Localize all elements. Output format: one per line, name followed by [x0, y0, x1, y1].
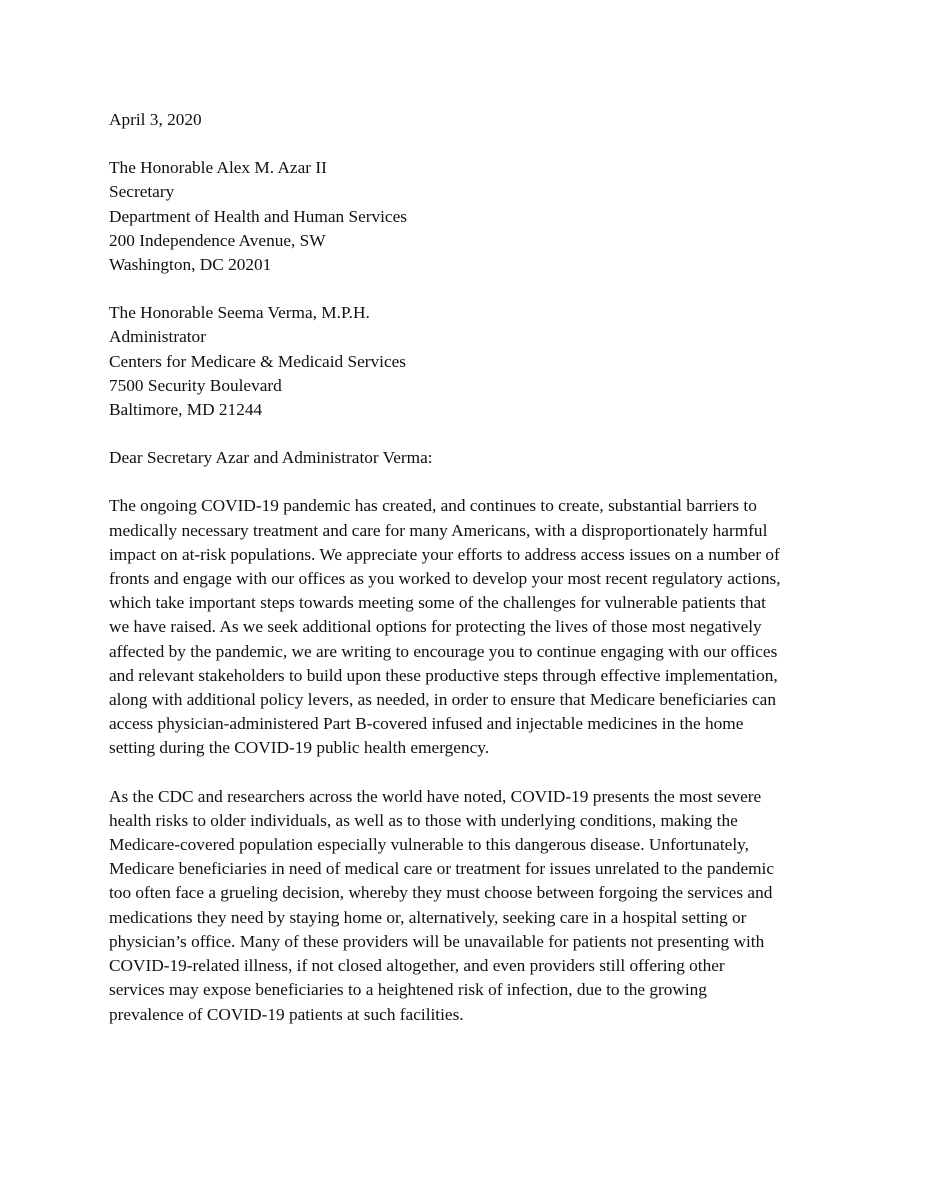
paragraph-line: The ongoing COVID-19 pandemic has created, and continues to create, substantial barriers to: [109, 496, 757, 516]
paragraph-line: physician’s office. Many of these providers will be unavailable for patients not presenting with: [109, 931, 765, 951]
address-line: Centers for Medicare & Medicaid Services: [109, 351, 407, 371]
paragraph-line: medically necessary treatment and care for many Americans, with a disproportionately harmful: [109, 520, 768, 540]
recipient-address-azar: [109, 156, 829, 277]
paragraph-line: medications they need by staying home or, alternatively, seeking care in a hospital setting or: [109, 907, 747, 927]
paragraph-line: impact on at-risk populations. We appreciate your efforts to address access issues on a number of: [109, 544, 780, 564]
body-paragraph-1: [109, 494, 829, 760]
recipient-address-verma: [109, 301, 829, 422]
paragraph-line: and relevant stakeholders to build upon these productive steps through effective implementation,: [109, 665, 778, 685]
paragraph-line: setting during the COVID-19 public health emergency.: [109, 738, 490, 758]
paragraph-line: prevalence of COVID-19 patients at such facilities.: [109, 1004, 464, 1024]
address-line: Baltimore, MD 21244: [109, 400, 263, 420]
paragraph-line: COVID-19-related illness, if not closed altogether, and even providers still offering other: [109, 956, 725, 976]
letter-date: April 3, 2020: [109, 110, 202, 129]
paragraph-line: too often face a grueling decision, whereby they must choose between forgoing the services and: [109, 883, 773, 903]
salutation: Dear Secretary Azar and Administrator Verma:: [109, 448, 433, 468]
address-line: Administrator: [109, 327, 206, 347]
address-line: Department of Health and Human Services: [109, 206, 408, 226]
address-line: The Honorable Alex M. Azar II: [109, 158, 327, 178]
address-line: 7500 Security Boulevard: [109, 375, 282, 395]
paragraph-line: services may expose beneficiaries to a heightened risk of infection, due to the growing: [109, 980, 707, 1000]
paragraph-line: As the CDC and researchers across the world have noted, COVID-19 presents the most severe: [109, 786, 762, 806]
address-line: Washington, DC 20201: [109, 255, 272, 275]
paragraph-line: affected by the pandemic, we are writing to encourage you to continue engaging with our offices: [109, 641, 778, 661]
paragraph-line: health risks to older individuals, as well as to those with underlying conditions, making the: [109, 810, 738, 830]
paragraph-line: along with additional policy levers, as needed, in order to ensure that Medicare beneficiaries can: [109, 690, 776, 710]
paragraph-line: which take important steps towards meeting some of the challenges for vulnerable patients that: [109, 593, 766, 613]
address-line: Secretary: [109, 182, 175, 202]
paragraph-line: we have raised. As we seek additional options for protecting the lives of those most negatively: [109, 617, 762, 637]
paragraph-line: access physician-administered Part B-covered infused and injectable medicines in the home: [109, 714, 744, 734]
address-line: 200 Independence Avenue, SW: [109, 230, 326, 250]
address-line: The Honorable Seema Verma, M.P.H.: [109, 303, 370, 323]
body-paragraph-2: [109, 785, 829, 1027]
paragraph-line: fronts and engage with our offices as you worked to develop your most recent regulatory actions,: [109, 569, 781, 589]
paragraph-line: Medicare beneficiaries in need of medical care or treatment for issues unrelated to the pandemic: [109, 859, 775, 879]
paragraph-line: Medicare-covered population especially vulnerable to this dangerous disease. Unfortunately,: [109, 835, 749, 855]
letter-body: [109, 108, 829, 1051]
